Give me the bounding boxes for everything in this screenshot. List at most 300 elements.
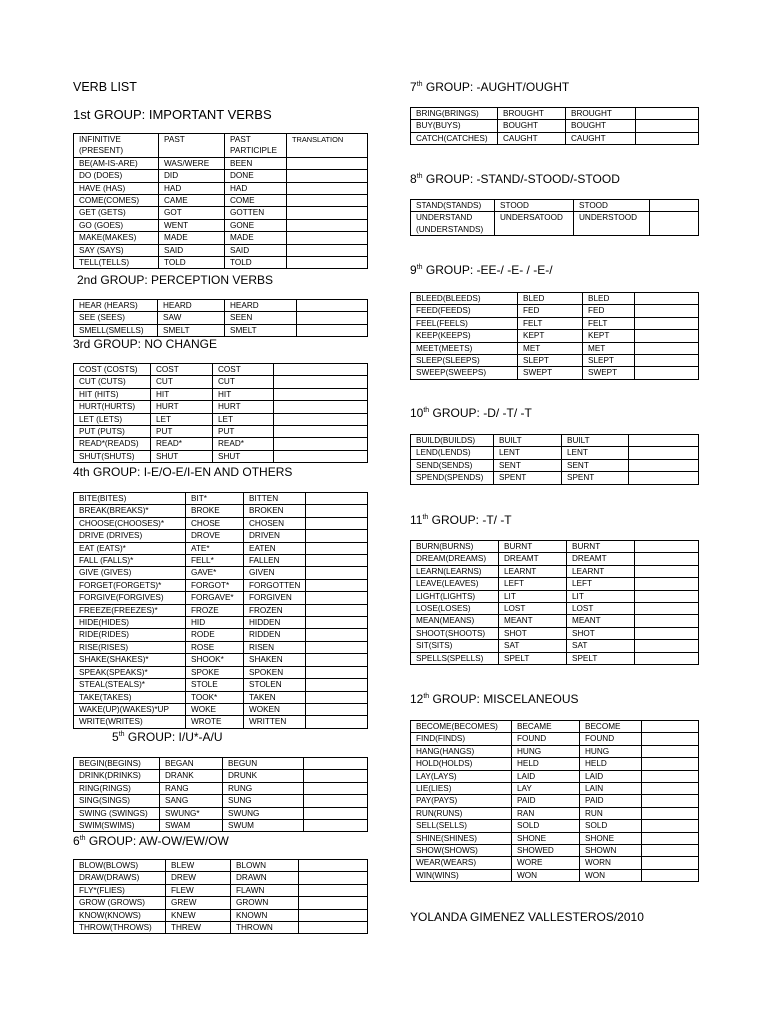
table-row: [74, 897, 368, 909]
group-6-table: [73, 859, 368, 934]
participle-cell: CUT: [213, 376, 274, 388]
past-cell: HUNG: [512, 745, 580, 757]
translation-cell: [299, 860, 368, 872]
past-cell: SAW: [158, 312, 225, 324]
participle-cell: WORN: [580, 857, 642, 869]
table-row: [411, 212, 699, 236]
past-cell: SOLD: [512, 820, 580, 832]
participle-cell: EATEN: [244, 542, 306, 554]
translation-cell: [299, 872, 368, 884]
table-row: [74, 364, 368, 376]
group-7-table: [410, 107, 699, 145]
table-row: [74, 782, 368, 794]
group-9-table: [410, 292, 699, 380]
participle-cell: SLEPT: [583, 355, 635, 367]
table-row: [74, 157, 368, 169]
participle-cell: BEEN: [225, 157, 287, 169]
participle-cell: HUNG: [580, 745, 642, 757]
translation-cell: [274, 401, 368, 413]
table-row: [74, 195, 368, 207]
table-row: [411, 845, 699, 857]
translation-cell: [642, 845, 699, 857]
participle-cell: DREAMT: [567, 553, 635, 565]
infinitive-cell: READ*(READS): [74, 438, 151, 450]
table-row: [74, 758, 368, 770]
translation-cell: [304, 770, 368, 782]
table-row: [411, 293, 699, 305]
participle-cell: DONE: [225, 170, 287, 182]
table-row: [74, 872, 368, 884]
participle-cell: SAID: [225, 244, 287, 256]
translation-cell: [635, 541, 699, 553]
past-cell: FLEW: [166, 884, 231, 896]
infinitive-cell: FALL (FALLS)*: [74, 555, 186, 567]
translation-cell: [299, 884, 368, 896]
translation-cell: [287, 170, 368, 182]
translation-cell: [635, 640, 699, 652]
table-row: [74, 493, 368, 505]
translation-cell: [635, 293, 699, 305]
participle-cell: SHUT: [213, 450, 274, 462]
infinitive-cell: MAKE(MAKES): [74, 232, 159, 244]
participle-cell: SUNG: [223, 795, 304, 807]
infinitive-cell: DREAM(DREAMS): [411, 553, 499, 565]
past-cell: HELD: [512, 758, 580, 770]
infinitive-cell: LOSE(LOSES): [411, 603, 499, 615]
table-row: [411, 590, 699, 602]
translation-cell: [635, 342, 699, 354]
participle-cell: HEARD: [225, 300, 297, 312]
infinitive-cell: SHAKE(SHAKES)*: [74, 654, 186, 666]
translation-cell: [274, 388, 368, 400]
participle-cell: GIVEN: [244, 567, 306, 579]
participle-cell: KEPT: [583, 330, 635, 342]
participle-cell: LEARNT: [567, 565, 635, 577]
participle-cell: BITTEN: [244, 493, 306, 505]
participle-cell: SEEN: [225, 312, 297, 324]
infinitive-cell: SMELL(SMELLS): [74, 324, 158, 336]
table-row: [74, 312, 368, 324]
participle-cell: BEGUN: [223, 758, 304, 770]
participle-cell: CHOSEN: [244, 517, 306, 529]
infinitive-cell: TAKE(TAKES): [74, 691, 186, 703]
table-row: [74, 232, 368, 244]
past-cell: ATE*: [186, 542, 244, 554]
participle-cell: DRIVEN: [244, 530, 306, 542]
table-row: [74, 795, 368, 807]
past-cell: FORGAVE*: [186, 592, 244, 604]
translation-cell: [636, 120, 699, 132]
table-row: [74, 426, 368, 438]
participle-cell: RIDDEN: [244, 629, 306, 641]
translation-cell: [642, 832, 699, 844]
participle-cell: LIT: [567, 590, 635, 602]
translation-cell: [635, 553, 699, 565]
table-row: [74, 219, 368, 231]
past-cell: SMELT: [158, 324, 225, 336]
translation-cell: [629, 435, 699, 447]
participle-cell: RISEN: [244, 641, 306, 653]
table-row: [411, 435, 699, 447]
translation-cell: [636, 132, 699, 144]
past-cell: TOOK*: [186, 691, 244, 703]
infinitive-cell: CATCH(CATCHES): [411, 132, 498, 144]
table-row: [411, 330, 699, 342]
past-cell: KNEW: [166, 909, 231, 921]
table-row: [74, 909, 368, 921]
header-cell: PAST PARTICIPLE: [225, 134, 287, 158]
header-cell: TRANSLATION: [287, 134, 368, 158]
past-cell: SWAM: [160, 820, 223, 832]
participle-cell: HURT: [213, 401, 274, 413]
table-row: [74, 555, 368, 567]
translation-cell: [306, 579, 368, 591]
participle-cell: RUNG: [223, 782, 304, 794]
infinitive-cell: BEGIN(BEGINS): [74, 758, 160, 770]
group-7-title: 7th GROUP: -AUGHT/OUGHT: [410, 80, 570, 94]
past-cell: FED: [518, 305, 583, 317]
past-cell: FELT: [518, 317, 583, 329]
table-row: [74, 401, 368, 413]
table-row: [74, 922, 368, 934]
past-cell: GAVE*: [186, 567, 244, 579]
translation-cell: [306, 567, 368, 579]
participle-cell: WON: [580, 869, 642, 881]
past-cell: SHOOK*: [186, 654, 244, 666]
participle-cell: DRAWN: [231, 872, 299, 884]
translation-cell: [629, 447, 699, 459]
participle-cell: SMELT: [225, 324, 297, 336]
infinitive-cell: SAY (SAYS): [74, 244, 159, 256]
header-cell: INFINITIVE (PRESENT): [74, 134, 159, 158]
infinitive-cell: SELL(SELLS): [411, 820, 512, 832]
translation-cell: [306, 666, 368, 678]
table-row: [411, 472, 699, 484]
translation-cell: [635, 603, 699, 615]
table-row: [74, 530, 368, 542]
participle-cell: UNDERSTOOD: [574, 212, 650, 236]
participle-cell: WOKEN: [244, 703, 306, 715]
table-row: [74, 654, 368, 666]
translation-cell: [642, 807, 699, 819]
participle-cell: BROUGHT: [566, 108, 636, 120]
participle-cell: PUT: [213, 426, 274, 438]
group-5-title: 5th GROUP: I/U*-A/U: [112, 730, 223, 744]
participle-cell: SWUNG: [223, 807, 304, 819]
translation-cell: [642, 783, 699, 795]
infinitive-cell: LIE(LIES): [411, 783, 512, 795]
past-cell: BROUGHT: [498, 108, 566, 120]
past-cell: COST: [151, 364, 213, 376]
translation-cell: [642, 770, 699, 782]
translation-cell: [306, 641, 368, 653]
infinitive-cell: GROW (GROWS): [74, 897, 166, 909]
table-row: [74, 207, 368, 219]
translation-cell: [635, 578, 699, 590]
infinitive-cell: HEAR (HEARS): [74, 300, 158, 312]
participle-cell: BLED: [583, 293, 635, 305]
participle-cell: READ*: [213, 438, 274, 450]
group-1-table: [73, 133, 368, 269]
participle-cell: FORGIVEN: [244, 592, 306, 604]
group-4-title: 4th GROUP: I-E/O-E/I-EN AND OTHERS: [73, 465, 293, 479]
group-1-title: 1st GROUP: IMPORTANT VERBS: [73, 107, 272, 122]
infinitive-cell: DRIVE (DRIVES): [74, 530, 186, 542]
infinitive-cell: FLY*(FLIES): [74, 884, 166, 896]
translation-cell: [306, 691, 368, 703]
past-cell: RANG: [160, 782, 223, 794]
table-row: [74, 716, 368, 728]
translation-cell: [304, 807, 368, 819]
translation-cell: [287, 219, 368, 231]
translation-cell: [274, 376, 368, 388]
infinitive-cell: KNOW(KNOWS): [74, 909, 166, 921]
translation-cell: [635, 615, 699, 627]
table-row: [411, 447, 699, 459]
past-cell: FOUND: [512, 733, 580, 745]
infinitive-cell: COST (COSTS): [74, 364, 151, 376]
past-cell: HAD: [159, 182, 225, 194]
group-3-title: 3rd GROUP: NO CHANGE: [73, 337, 218, 351]
past-cell: CAUGHT: [498, 132, 566, 144]
past-cell: BROKE: [186, 505, 244, 517]
translation-cell: [306, 505, 368, 517]
table-row: [411, 652, 699, 664]
participle-cell: BROKEN: [244, 505, 306, 517]
participle-cell: TOLD: [225, 257, 287, 269]
group-10-title: 10th GROUP: -D/ -T/ -T: [410, 406, 532, 420]
participle-cell: LAIN: [580, 783, 642, 795]
group-12-table: [410, 720, 699, 882]
table-row: [74, 170, 368, 182]
past-cell: WENT: [159, 219, 225, 231]
participle-cell: MET: [583, 342, 635, 354]
past-cell: LENT: [494, 447, 562, 459]
table-row: [74, 703, 368, 715]
participle-cell: LEFT: [567, 578, 635, 590]
infinitive-cell: LEARN(LEARNS): [411, 565, 499, 577]
translation-cell: [306, 679, 368, 691]
past-cell: MET: [518, 342, 583, 354]
table-row: [74, 604, 368, 616]
infinitive-cell: DRINK(DRINKS): [74, 770, 160, 782]
participle-cell: TAKEN: [244, 691, 306, 703]
translation-cell: [629, 472, 699, 484]
table-row: [74, 388, 368, 400]
infinitive-cell: SEND(SENDS): [411, 459, 494, 471]
table-row: [74, 517, 368, 529]
translation-cell: [635, 317, 699, 329]
participle-cell: LAID: [580, 770, 642, 782]
past-cell: WORE: [512, 857, 580, 869]
table-row: [411, 721, 699, 733]
infinitive-cell: SING(SINGS): [74, 795, 160, 807]
group-9-title: 9th GROUP: -EE-/ -E- / -E-/: [410, 263, 553, 277]
table-row: [411, 132, 699, 144]
translation-cell: [274, 438, 368, 450]
infinitive-cell: SWEEP(SWEEPS): [411, 367, 518, 379]
translation-cell: [304, 820, 368, 832]
participle-cell: SHOWN: [580, 845, 642, 857]
past-cell: PAID: [512, 795, 580, 807]
past-cell: STOOD: [495, 200, 574, 212]
past-cell: LET: [151, 413, 213, 425]
table-row: [74, 450, 368, 462]
infinitive-cell: SHOW(SHOWS): [411, 845, 512, 857]
participle-cell: THROWN: [231, 922, 299, 934]
participle-cell: SPENT: [562, 472, 629, 484]
translation-cell: [306, 530, 368, 542]
translation-cell: [299, 922, 368, 934]
table-row: [411, 120, 699, 132]
translation-cell: [299, 897, 368, 909]
group-8-title: 8th GROUP: -STAND/-STOOD/-STOOD: [410, 172, 620, 186]
past-cell: CHOSE: [186, 517, 244, 529]
participle-cell: LOST: [567, 603, 635, 615]
past-cell: SHUT: [151, 450, 213, 462]
past-cell: GOT: [159, 207, 225, 219]
participle-cell: BLOWN: [231, 860, 299, 872]
table-row: [411, 783, 699, 795]
past-cell: BLEW: [166, 860, 231, 872]
translation-cell: [287, 182, 368, 194]
past-cell: LAID: [512, 770, 580, 782]
translation-cell: [642, 758, 699, 770]
infinitive-cell: SWIM(SWIMS): [74, 820, 160, 832]
participle-cell: SOLD: [580, 820, 642, 832]
table-row: [411, 578, 699, 590]
infinitive-cell: DRAW(DRAWS): [74, 872, 166, 884]
table-row: [411, 615, 699, 627]
table-row: [74, 691, 368, 703]
infinitive-cell: SLEEP(SLEEPS): [411, 355, 518, 367]
past-cell: SWUNG*: [160, 807, 223, 819]
participle-cell: LENT: [562, 447, 629, 459]
participle-cell: FELT: [583, 317, 635, 329]
past-cell: DRANK: [160, 770, 223, 782]
participle-cell: DRUNK: [223, 770, 304, 782]
translation-cell: [306, 493, 368, 505]
infinitive-cell: WRITE(WRITES): [74, 716, 186, 728]
translation-cell: [297, 300, 368, 312]
past-cell: SANG: [160, 795, 223, 807]
participle-cell: SPELT: [567, 652, 635, 664]
translation-cell: [287, 157, 368, 169]
past-cell: SAT: [499, 640, 567, 652]
infinitive-cell: HAVE (HAS): [74, 182, 159, 194]
infinitive-cell: MEET(MEETS): [411, 342, 518, 354]
translation-cell: [287, 195, 368, 207]
table-row: [74, 505, 368, 517]
past-cell: FORGOT*: [186, 579, 244, 591]
table-row: [411, 305, 699, 317]
table-row: [411, 553, 699, 565]
translation-cell: [297, 312, 368, 324]
table-row: [74, 300, 368, 312]
participle-cell: FALLEN: [244, 555, 306, 567]
past-cell: BOUGHT: [498, 120, 566, 132]
participle-cell: FED: [583, 305, 635, 317]
translation-cell: [304, 782, 368, 794]
table-row: [74, 884, 368, 896]
infinitive-cell: BECOME(BECOMES): [411, 721, 512, 733]
infinitive-cell: SPEAK(SPEAKS)*: [74, 666, 186, 678]
translation-cell: [297, 324, 368, 336]
author-signature: YOLANDA GIMENEZ VALLESTEROS/2010: [410, 910, 644, 924]
table-row: [74, 860, 368, 872]
group-1-rows: [74, 134, 368, 269]
past-cell: SENT: [494, 459, 562, 471]
participle-cell: GROWN: [231, 897, 299, 909]
infinitive-cell: GIVE (GIVES): [74, 567, 186, 579]
translation-cell: [274, 364, 368, 376]
participle-cell: BUILT: [562, 435, 629, 447]
past-cell: BIT*: [186, 493, 244, 505]
translation-cell: [306, 555, 368, 567]
translation-cell: [642, 820, 699, 832]
participle-cell: HELD: [580, 758, 642, 770]
table-row: [74, 592, 368, 604]
translation-cell: [650, 212, 699, 236]
infinitive-cell: SHUT(SHUTS): [74, 450, 151, 462]
table-row: [74, 617, 368, 629]
table-row: [74, 820, 368, 832]
translation-cell: [306, 517, 368, 529]
infinitive-cell: BURN(BURNS): [411, 541, 499, 553]
infinitive-cell: LAY(LAYS): [411, 770, 512, 782]
infinitive-cell: SPELLS(SPELLS): [411, 652, 499, 664]
table-row: [411, 820, 699, 832]
infinitive-cell: STAND(STANDS): [411, 200, 495, 212]
past-cell: SPELT: [499, 652, 567, 664]
group-6-title: 6th GROUP: AW-OW/EW/OW: [73, 834, 229, 848]
participle-cell: SHAKEN: [244, 654, 306, 666]
translation-cell: [304, 758, 368, 770]
infinitive-cell: SPEND(SPENDS): [411, 472, 494, 484]
table-header-row: [74, 134, 368, 158]
translation-cell: [629, 459, 699, 471]
participle-cell: COST: [213, 364, 274, 376]
past-cell: HIT: [151, 388, 213, 400]
translation-cell: [642, 721, 699, 733]
past-cell: PUT: [151, 426, 213, 438]
past-cell: TOLD: [159, 257, 225, 269]
infinitive-cell: GET (GETS): [74, 207, 159, 219]
infinitive-cell: FORGET(FORGETS)*: [74, 579, 186, 591]
past-cell: HEARD: [158, 300, 225, 312]
infinitive-cell: SWING (SWINGS): [74, 807, 160, 819]
infinitive-cell: BLEED(BLEEDS): [411, 293, 518, 305]
past-cell: BURNT: [499, 541, 567, 553]
infinitive-cell: GO (GOES): [74, 219, 159, 231]
past-cell: SAID: [159, 244, 225, 256]
infinitive-cell: KEEP(KEEPS): [411, 330, 518, 342]
translation-cell: [306, 716, 368, 728]
past-cell: MEANT: [499, 615, 567, 627]
past-cell: LOST: [499, 603, 567, 615]
participle-cell: WRITTEN: [244, 716, 306, 728]
infinitive-cell: PAY(PAYS): [411, 795, 512, 807]
group-8-table: [410, 199, 699, 236]
translation-cell: [304, 795, 368, 807]
infinitive-cell: STEAL(STEALS)*: [74, 679, 186, 691]
past-cell: SLEPT: [518, 355, 583, 367]
translation-cell: [635, 367, 699, 379]
header-cell: PAST: [159, 134, 225, 158]
infinitive-cell: LIGHT(LIGHTS): [411, 590, 499, 602]
table-row: [411, 459, 699, 471]
past-cell: SPENT: [494, 472, 562, 484]
